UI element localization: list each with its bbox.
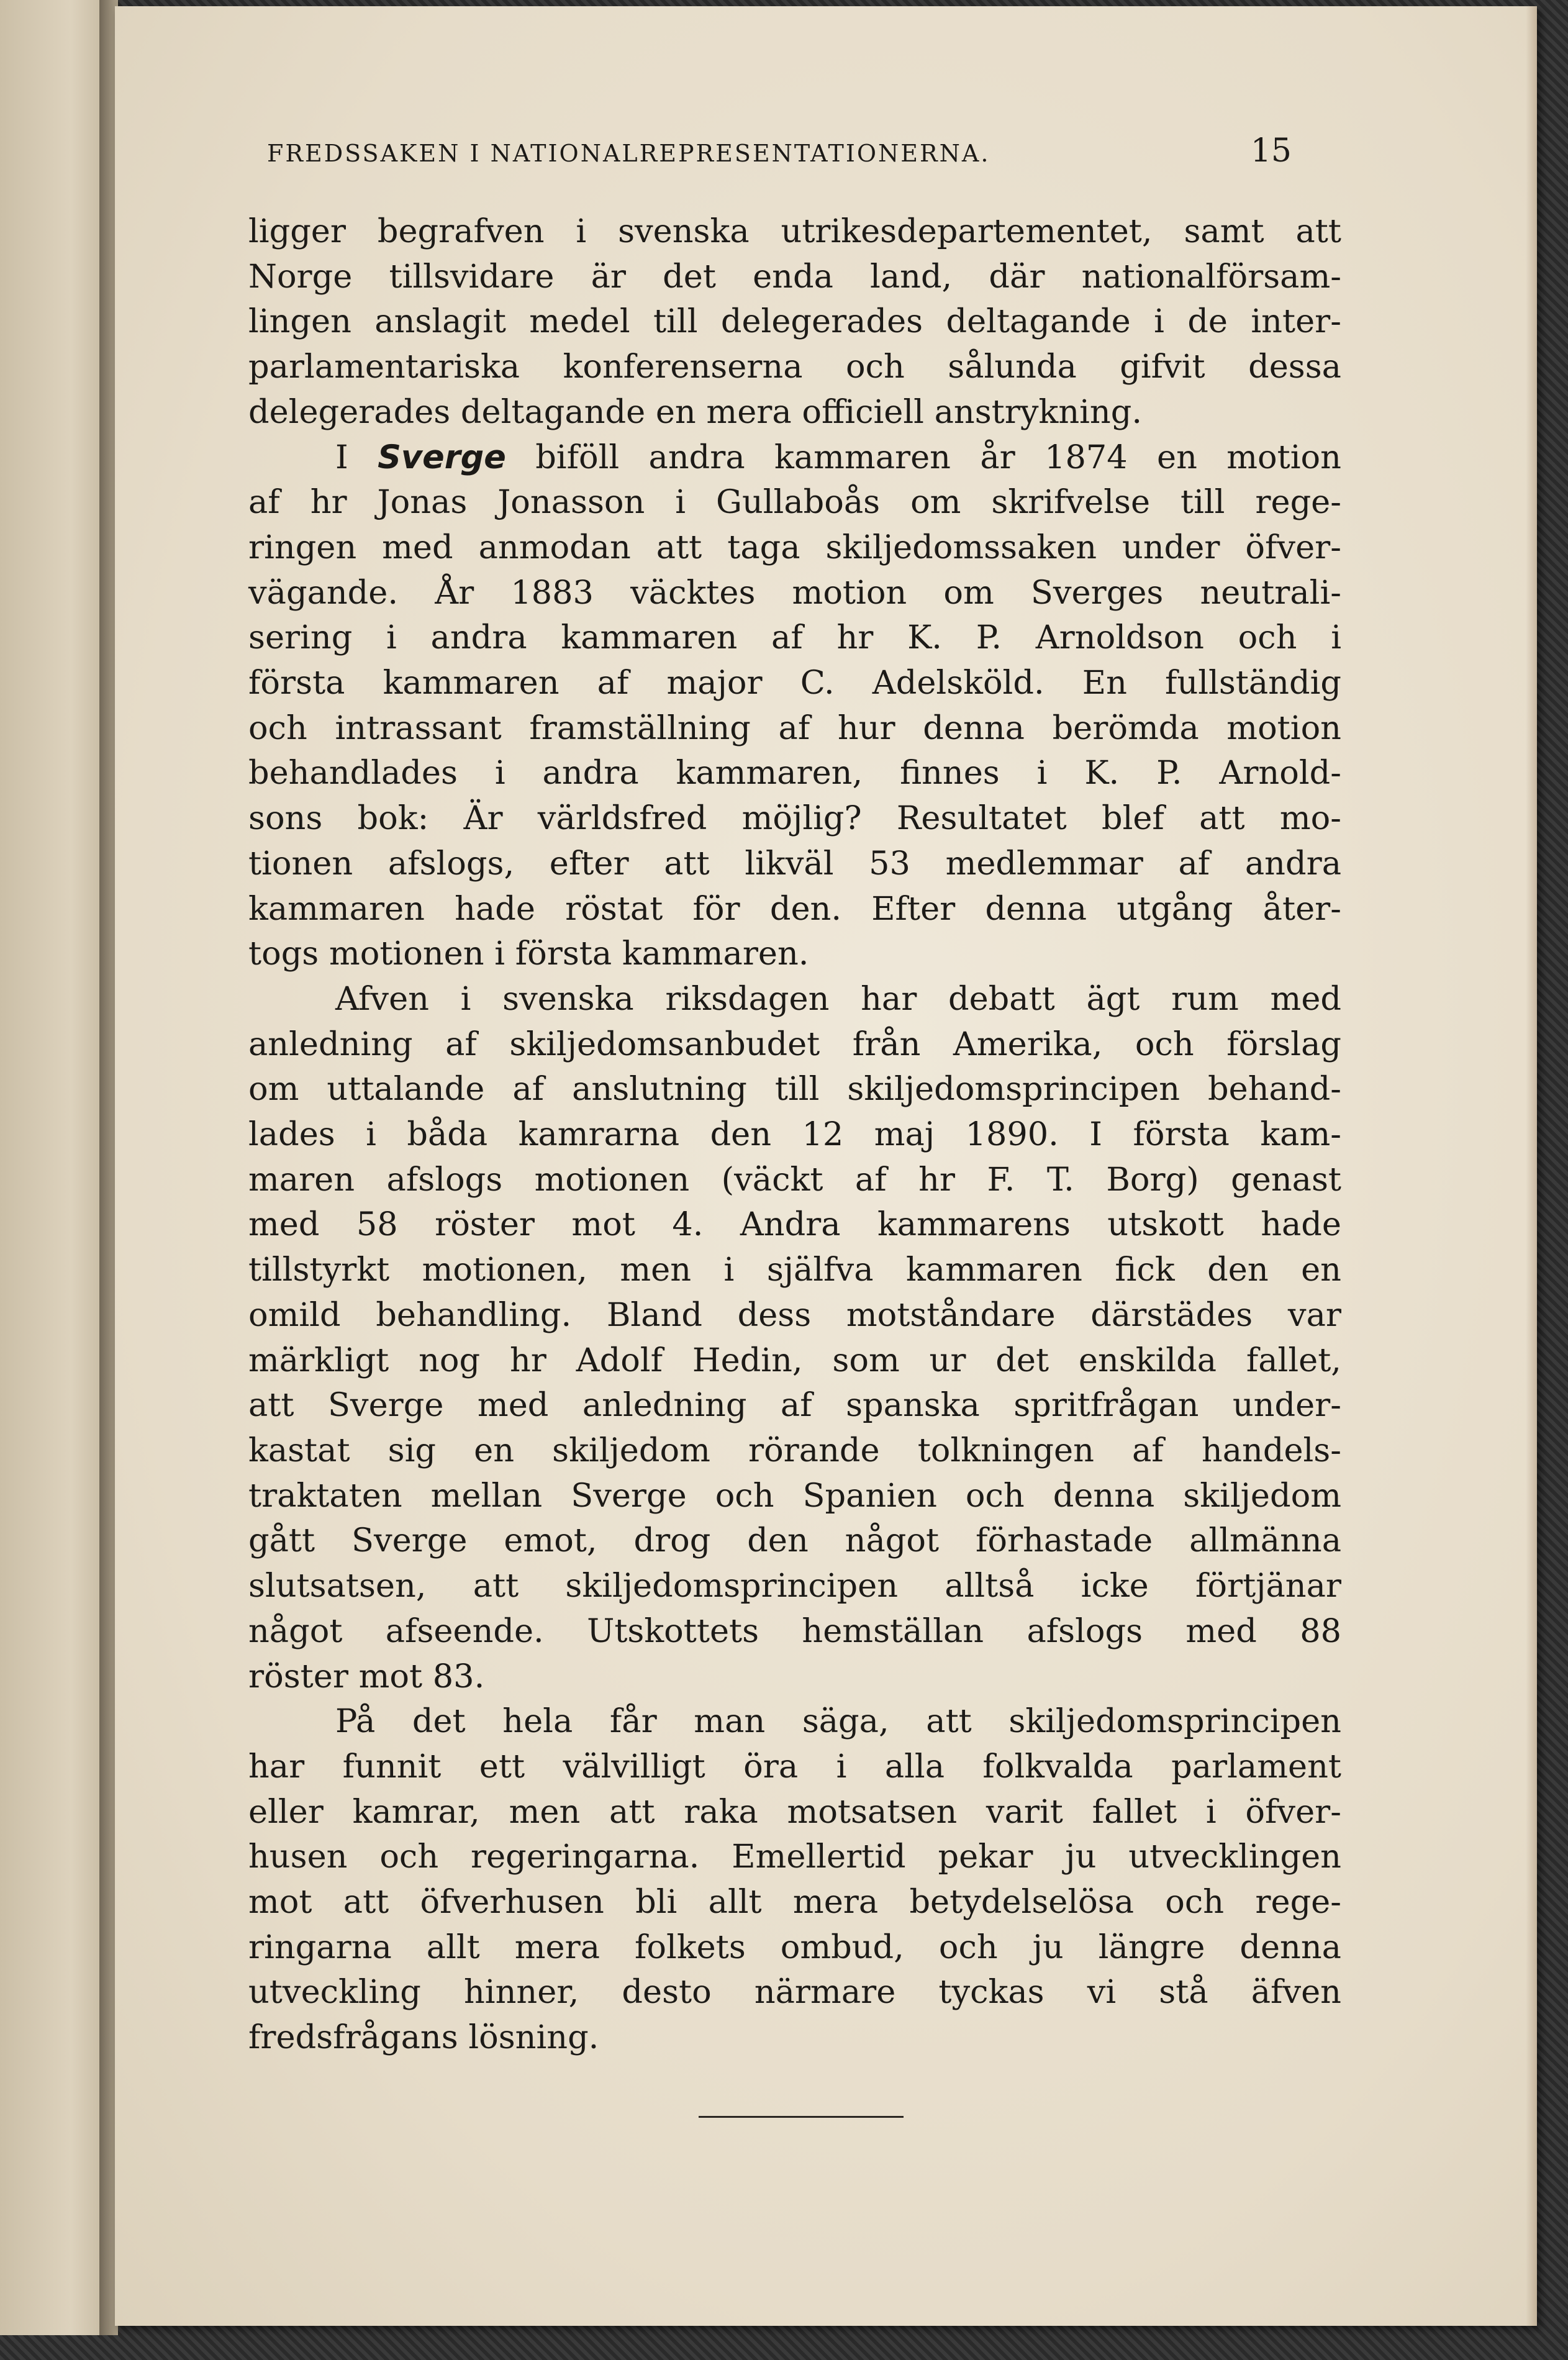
text-line: lades i båda kamrarna den 12 maj 1890. I första kam-: [248, 1115, 1341, 1154]
text-line: kastat sig en skiljedom rörande tolkningen af handels-: [248, 1431, 1341, 1469]
text-line: gått Sverge emot, drog den något förhastade allmänna: [248, 1522, 1341, 1560]
text-line: lingen anslagit medel till delegerades deltagande i de inter-: [248, 302, 1341, 341]
text-line: första kammaren af major C. Adelsköld. En fullständig: [248, 664, 1341, 702]
text-line: ringen med anmodan att taga skiljedomssaken under öfver-: [248, 528, 1341, 566]
text-line: något afseende. Utskottets hemställan afslogs med 88: [248, 1612, 1341, 1650]
section-end-rule: [699, 2116, 904, 2118]
text-fragment: I: [335, 438, 348, 476]
running-head-title: FREDSSAKEN I NATIONALREPRESENTATIONERNA.: [267, 140, 990, 167]
text-line: togs motionen i första kammaren.: [248, 935, 809, 973]
text-line: märkligt nog hr Adolf Hedin, som ur det enskilda fallet,: [248, 1341, 1341, 1379]
text-line: tionen afslogs, efter att likväl 53 medlemmar af andra: [248, 844, 1341, 883]
text-line: omild behandling. Bland dess motståndare därstädes var: [248, 1296, 1341, 1334]
page-edge-shading: [1526, 6, 1537, 2326]
text-line: [248, 435, 1341, 481]
text-line: röster mot 83.: [248, 1657, 485, 1695]
text-line: På det hela får man säga, att skiljedomsprincipen: [335, 1702, 1341, 1741]
text-line: tillstyrkt motionen, men i själfva kammaren fick den en: [248, 1251, 1341, 1289]
text-line: slutsatsen, att skiljedomsprincipen alltså icke förtjänar: [248, 1567, 1341, 1605]
text-line: om uttalande af anslutning till skiljedomsprincipen behand-: [248, 1070, 1341, 1109]
text-line: Afven i svenska riksdagen har debatt ägt rum med: [335, 979, 1341, 1018]
text-line: husen och regeringarna. Emellertid pekar ju utvecklingen: [248, 1838, 1341, 1876]
text-line: delegerades deltagande en mera officiell anstrykning.: [248, 393, 1143, 431]
text-line: ringarna allt mera folkets ombud, och ju längre denna: [248, 1928, 1341, 1966]
text-line: har funnit ett välvilligt öra i alla folkvalda parlament: [248, 1747, 1341, 1786]
page-number: 15: [1250, 132, 1292, 170]
text-line: fredsfrågans lösning.: [248, 2018, 599, 2057]
text-line: traktaten mellan Sverge och Spanien och denna skiljedom: [248, 1476, 1341, 1515]
text-line: med 58 röster mot 4. Andra kammarens utskott hade: [248, 1205, 1341, 1244]
text-line: sering i andra kammaren af hr K. P. Arnoldson och i: [248, 619, 1341, 657]
text-line: maren afslogs motionen (väckt af hr F. T. Borg) genast: [248, 1160, 1341, 1199]
emphasized-word: Sverge: [378, 438, 506, 476]
text-line: af hr Jonas Jonasson i Gullaboås om skrifvelse till rege-: [248, 483, 1341, 522]
text-line: mot att öfverhusen bli allt mera betydelselösa och rege-: [248, 1883, 1341, 1922]
text-line: behandlades i andra kammaren, finnes i K. P. Arnold-: [248, 754, 1341, 792]
text-line: anledning af skiljedomsanbudet från Amerika, och förslag: [248, 1025, 1341, 1063]
text-line: att Sverge med anledning af spanska spritfrågan under-: [248, 1386, 1341, 1425]
text-line: eller kamrar, men att raka motsatsen varit fallet i öfver-: [248, 1792, 1341, 1831]
text-line: och intrassant framställning af hur denna berömda motion: [248, 709, 1341, 747]
body-text: [248, 209, 1341, 2061]
text-line: ligger begrafven i svenska utrikesdepartementet, samt att: [248, 212, 1341, 250]
running-head: [267, 132, 1292, 176]
text-line: sons bok: Är världsfred möjlig? Resultatet blef att mo-: [248, 799, 1341, 838]
text-line: parlamentariska konferenserna och sålunda gifvit dessa: [248, 348, 1341, 386]
text-line: vägande. År 1883 väcktes motion om Sverges neutrali-: [248, 573, 1341, 612]
text-line: utveckling hinner, desto närmare tyckas vi stå äfven: [248, 1973, 1341, 2012]
text-fragment: biföll andra kammaren år 1874 en motion: [535, 438, 1341, 476]
text-line: Norge tillsvidare är det enda land, där nationalförsam-: [248, 257, 1341, 296]
text-line: kammaren hade röstat för den. Efter denna utgång åter-: [248, 889, 1341, 928]
